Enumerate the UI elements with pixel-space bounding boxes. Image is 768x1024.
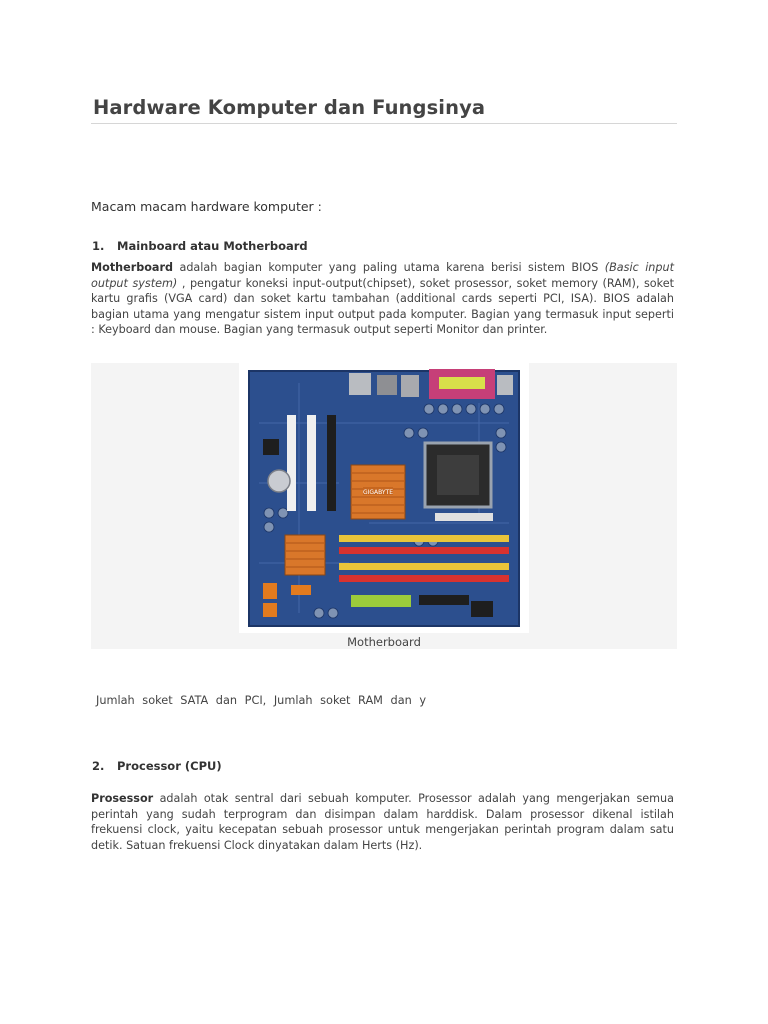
paragraph-text: adalah bagian komputer yang paling utama karena berisi sistem BIOS <box>173 261 605 274</box>
section-heading-text: Mainboard atau Motherboard <box>117 239 308 253</box>
motherboard-image <box>239 363 529 633</box>
section-heading-processor <box>91 759 222 773</box>
usb-port <box>349 373 371 395</box>
section-heading-text: Processor (CPU) <box>117 759 222 773</box>
ide-connector <box>351 595 411 607</box>
section-number: 1. <box>92 239 105 253</box>
intro-text: Macam macam hardware komputer : <box>91 199 322 214</box>
cmos-battery <box>268 470 290 492</box>
section-number: 2. <box>92 759 105 773</box>
pcie-slot <box>327 415 336 511</box>
ram-slot <box>339 547 509 554</box>
title-divider <box>91 123 677 124</box>
term-prosessor: Prosessor <box>91 792 154 805</box>
motherboard-paragraph <box>91 260 674 338</box>
ram-slot <box>339 563 509 570</box>
pci-slot <box>307 415 316 511</box>
page-title: Hardware Komputer dan Fungsinya <box>93 96 486 119</box>
heatsink <box>285 535 325 575</box>
ram-slot <box>339 535 509 542</box>
motherboard-illustration <box>239 363 529 633</box>
processor-paragraph <box>91 791 674 853</box>
board-brand-label: GIGABYTE <box>362 489 394 496</box>
term-motherboard: Motherboard <box>91 261 174 274</box>
paragraph-italic: (Basic input output system) <box>91 261 674 290</box>
figure-motherboard <box>91 363 677 649</box>
section-heading-motherboard <box>91 239 308 253</box>
ram-slot <box>339 575 509 582</box>
note-text: Jumlah soket SATA dan PCI, Jumlah soket RAM dan y <box>96 694 427 707</box>
paragraph-text: adalah otak sentral dari sebuah komputer. Prosessor adalah yang mengerjakan semua perintah yang sudah terprogram dan disimpan dalam harddisk. Dalam prosessor dikenal istilah frekuensi clock, yaitu kecepatan sebuah prosessor untuk mengerjakan perintah program dalam satu detik. Satuan frekuensi Clock dinyatakan dalam Herts (Hz). <box>91 792 674 852</box>
paragraph-text: , pengatur koneksi input-output(chipset), soket prosessor, soket memory (RAM), soket kartu grafis (VGA card) dan soket kartu tambahan (additional cards seperti PCI, ISA). BIOS adalah bagian utama yang mengatur sistem input output pada komputer. Bagian yang termasuk input seperti : Keyboard dan mouse. Bagian yang termasuk output seperti Monitor dan printer. <box>91 276 674 336</box>
figure-caption: Motherboard <box>347 635 421 649</box>
pci-slot <box>287 415 296 511</box>
